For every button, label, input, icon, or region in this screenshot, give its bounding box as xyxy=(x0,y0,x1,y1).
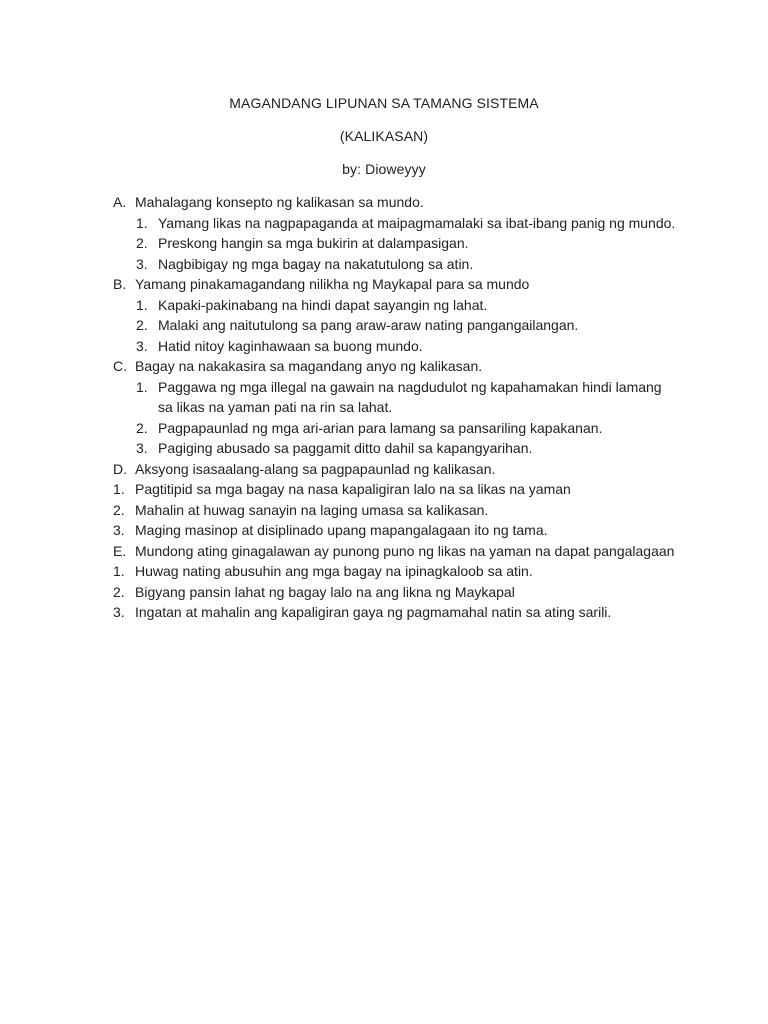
outline-marker: 3. xyxy=(113,522,125,538)
outline-text: Bagay na nakakasira sa magandang anyo ng kalikasan. xyxy=(135,358,483,374)
outline-item xyxy=(0,602,768,623)
outline-text: Aksyong isasaalang-alang sa pagpapaunlad ng kalikasan. xyxy=(135,460,496,477)
outline-text: Mahalin at huwag sanayin na laging umasa sa kalikasan. xyxy=(135,501,489,518)
outline-item xyxy=(0,520,768,541)
outline-item xyxy=(0,192,768,213)
outline-item xyxy=(0,418,768,439)
outline-marker: 1. xyxy=(136,214,148,231)
outline-item xyxy=(0,479,768,500)
outline-marker: C. xyxy=(113,358,127,374)
outline-marker: 1. xyxy=(113,481,125,497)
outline-text: Pagiging abusado sa paggamit ditto dahil sa kapangyarihan. xyxy=(158,440,533,456)
outline-marker: B. xyxy=(113,276,127,292)
outline-text: Kapaki-pakinabang na hindi dapat sayangin ng lahat. xyxy=(158,296,488,313)
outline-text: Hatid nitoy kaginhawaan sa buong mundo. xyxy=(158,337,423,354)
outline-text: Paggawa ng mga illegal na gawain na nagdudulot ng kapahamakan hindi lamang sa likas na yaman pati na rin sa lahat. xyxy=(158,378,662,415)
outline-marker: 2. xyxy=(136,419,148,436)
outline-text: Preskong hangin sa mga bukirin at dalampasigan. xyxy=(158,235,469,251)
outline-item xyxy=(0,213,768,234)
document-author: by: Dioweyyy xyxy=(342,161,426,177)
outline-marker: D. xyxy=(113,460,127,477)
outline-item xyxy=(0,254,768,275)
outline-text: Malaki ang naitutulong sa pang araw-araw nating pangangailangan. xyxy=(158,317,579,333)
outline-text: Huwag nating abusuhin ang mga bagay na ipinagkaloob sa atin. xyxy=(135,563,533,579)
outline-text: Nagbibigay ng mga bagay na nakatutulong sa atin. xyxy=(158,255,474,272)
outline-text: Yamang pinakamagandang nilikha ng Maykapal para sa mundo xyxy=(135,276,530,292)
outline-item xyxy=(0,582,768,603)
outline-marker: 2. xyxy=(136,235,148,251)
outline-marker: 3. xyxy=(136,440,148,456)
outline-marker: 3. xyxy=(136,255,148,272)
outline-item xyxy=(0,438,768,459)
outline-marker: 3. xyxy=(136,337,148,354)
outline-text: Bigyang pansin lahat ng bagay lalo na ang likna ng Maykapal xyxy=(135,583,515,600)
outline-text: Mundong ating ginagalawan ay punong puno ng likas na yaman na dapat pangalagaan xyxy=(135,542,675,559)
outline-marker: 1. xyxy=(136,296,148,313)
document-subtitle: (KALIKASAN) xyxy=(339,128,429,144)
outline-item xyxy=(0,541,768,562)
outline-item xyxy=(0,336,768,357)
outline-marker: 2. xyxy=(113,583,125,600)
outline-text: Pagpapaunlad ng mga ari-arian para lamang sa pansariling kapakanan. xyxy=(158,419,603,436)
outline-item xyxy=(0,295,768,316)
outline-marker: E. xyxy=(113,542,127,559)
outline-item xyxy=(0,377,768,418)
outline-marker: 2. xyxy=(136,317,148,333)
outline-marker: 2. xyxy=(113,501,125,518)
outline-item xyxy=(0,561,768,582)
outline-item xyxy=(0,356,768,377)
outline-marker: 3. xyxy=(113,604,125,620)
outline-item xyxy=(0,233,768,254)
outline-item xyxy=(0,315,768,336)
outline-text: Pagtitipid sa mga bagay na nasa kapaligiran lalo na sa likas na yaman xyxy=(135,481,571,497)
outline-text: Ingatan at mahalin ang kapaligiran gaya ng pagmamahal natin sa ating sarili. xyxy=(135,604,612,620)
outline-text: Mahalagang konsepto ng kalikasan sa mundo. xyxy=(135,194,424,210)
outline-marker: 1. xyxy=(113,563,125,579)
outline-marker: 1. xyxy=(136,378,148,395)
outline-text: Maging masinop at disiplinado upang mapangalagaan ito ng tama. xyxy=(135,522,548,538)
outline-text: Yamang likas na nagpapaganda at maipagmamalaki sa ibat-ibang panig ng mundo. xyxy=(158,214,676,231)
outline-item xyxy=(0,274,768,295)
outline-list xyxy=(0,192,768,623)
document-title: MAGANDANG LIPUNAN SA TAMANG SISTEMA xyxy=(229,95,539,111)
outline-item xyxy=(0,459,768,480)
outline-marker: A. xyxy=(113,194,127,210)
outline-item xyxy=(0,500,768,521)
